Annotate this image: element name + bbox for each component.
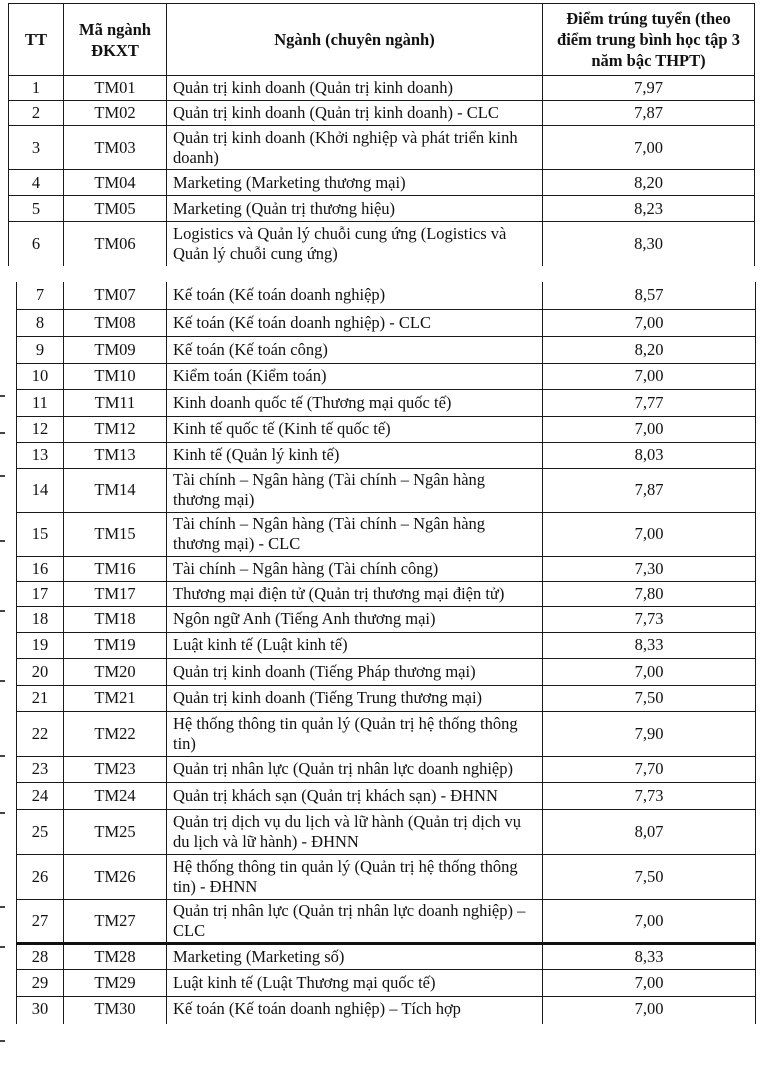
row-major: Kế toán (Kế toán doanh nghiệp) – Tích hợp xyxy=(167,996,543,1025)
table-row xyxy=(17,309,756,336)
row-tt: 11 xyxy=(17,389,64,416)
margin-mark xyxy=(0,1040,5,1042)
row-score: 7,77 xyxy=(543,389,756,416)
row-tt: 4 xyxy=(9,170,64,196)
row-score: 8,20 xyxy=(543,336,756,363)
margin-mark xyxy=(0,395,5,397)
row-major: Tài chính – Ngân hàng (Tài chính – Ngân hàng thương mại) - CLC xyxy=(167,512,543,556)
row-major: Kế toán (Kế toán doanh nghiệp) xyxy=(167,282,543,309)
row-major: Marketing (Quản trị thương hiệu) xyxy=(167,196,543,222)
row-major: Marketing (Marketing số) xyxy=(167,943,543,969)
row-tt: 18 xyxy=(17,606,64,632)
table-row xyxy=(17,581,756,606)
table-row xyxy=(17,782,756,809)
row-major: Quản trị nhân lực (Quản trị nhân lực doanh nghiệp) – CLC xyxy=(167,899,543,943)
header-major-name: Ngành (chuyên ngành) xyxy=(167,4,543,76)
row-major: Quản trị dịch vụ du lịch và lữ hành (Quản trị dịch vụ du lịch và lữ hành) - ĐHNN xyxy=(167,809,543,854)
table-row xyxy=(17,442,756,468)
row-code: TM10 xyxy=(64,363,167,389)
row-code: TM07 xyxy=(64,282,167,309)
row-code: TM05 xyxy=(64,196,167,222)
row-code: TM22 xyxy=(64,711,167,756)
row-tt: 3 xyxy=(9,126,64,170)
admission-scores-table-top xyxy=(8,3,755,266)
table-row xyxy=(17,282,756,309)
row-tt: 15 xyxy=(17,512,64,556)
row-major: Marketing (Marketing thương mại) xyxy=(167,170,543,196)
page-bottom-blank xyxy=(0,1024,774,1068)
row-code: TM16 xyxy=(64,556,167,581)
row-score: 7,00 xyxy=(543,899,756,943)
row-code: TM28 xyxy=(64,943,167,969)
row-score: 8,57 xyxy=(543,282,756,309)
table-row xyxy=(17,416,756,442)
row-tt: 16 xyxy=(17,556,64,581)
row-major: Logistics và Quản lý chuỗi cung ứng (Logistics và Quản lý chuỗi cung ứng) xyxy=(167,222,543,266)
row-code: TM29 xyxy=(64,969,167,996)
row-score: 7,00 xyxy=(543,416,756,442)
margin-mark xyxy=(0,432,5,434)
row-tt: 6 xyxy=(9,222,64,266)
row-major: Quản trị khách sạn (Quản trị khách sạn) - ĐHNN xyxy=(167,782,543,809)
row-code: TM24 xyxy=(64,782,167,809)
row-score: 8,20 xyxy=(543,170,755,196)
header-major-code: Mã ngành ĐKXT xyxy=(64,4,167,76)
row-code: TM14 xyxy=(64,468,167,512)
margin-mark xyxy=(0,946,5,948)
row-major: Quản trị kinh doanh (Tiếng Pháp thương mại) xyxy=(167,658,543,685)
row-code: TM27 xyxy=(64,899,167,943)
row-score: 7,87 xyxy=(543,468,756,512)
row-score: 7,80 xyxy=(543,581,756,606)
table-row xyxy=(17,658,756,685)
row-code: TM25 xyxy=(64,809,167,854)
row-tt: 25 xyxy=(17,809,64,854)
table-row xyxy=(17,632,756,658)
row-major: Ngôn ngữ Anh (Tiếng Anh thương mại) xyxy=(167,606,543,632)
row-tt: 13 xyxy=(17,442,64,468)
table-row xyxy=(9,101,755,126)
row-score: 8,03 xyxy=(543,442,756,468)
row-score: 7,87 xyxy=(543,101,755,126)
row-score: 7,50 xyxy=(543,854,756,899)
row-major: Hệ thống thông tin quản lý (Quản trị hệ thống thông tin) xyxy=(167,711,543,756)
admission-scores-table-bottom xyxy=(16,282,756,1025)
row-code: TM26 xyxy=(64,854,167,899)
table-row xyxy=(17,809,756,854)
row-code: TM15 xyxy=(64,512,167,556)
margin-mark xyxy=(0,906,5,908)
row-score: 7,90 xyxy=(543,711,756,756)
row-tt: 7 xyxy=(17,282,64,309)
row-score: 8,23 xyxy=(543,196,755,222)
row-tt: 20 xyxy=(17,658,64,685)
header-tt: TT xyxy=(9,4,64,76)
row-score: 7,00 xyxy=(543,309,756,336)
row-code: TM13 xyxy=(64,442,167,468)
row-code: TM18 xyxy=(64,606,167,632)
row-code: TM12 xyxy=(64,416,167,442)
row-tt: 14 xyxy=(17,468,64,512)
table-row xyxy=(9,126,755,170)
row-major: Kế toán (Kế toán công) xyxy=(167,336,543,363)
table-row xyxy=(17,996,756,1025)
row-score: 7,00 xyxy=(543,363,756,389)
row-tt: 23 xyxy=(17,756,64,782)
row-major: Quản trị kinh doanh (Khởi nghiệp và phát triển kinh doanh) xyxy=(167,126,543,170)
row-major: Quản trị nhân lực (Quản trị nhân lực doanh nghiệp) xyxy=(167,756,543,782)
row-major: Quản trị kinh doanh (Quản trị kinh doanh) - CLC xyxy=(167,101,543,126)
row-tt: 2 xyxy=(9,101,64,126)
row-score: 7,00 xyxy=(543,512,756,556)
row-major: Kinh doanh quốc tế (Thương mại quốc tế) xyxy=(167,389,543,416)
row-code: TM30 xyxy=(64,996,167,1025)
row-code: TM17 xyxy=(64,581,167,606)
row-major: Luật kinh tế (Luật Thương mại quốc tế) xyxy=(167,969,543,996)
row-code: TM02 xyxy=(64,101,167,126)
row-score: 8,33 xyxy=(543,943,756,969)
row-major: Tài chính – Ngân hàng (Tài chính công) xyxy=(167,556,543,581)
margin-mark xyxy=(0,755,5,757)
table-row xyxy=(17,854,756,899)
margin-mark xyxy=(0,540,5,542)
row-tt: 17 xyxy=(17,581,64,606)
table-row xyxy=(17,556,756,581)
table-row xyxy=(17,756,756,782)
header-score: Điểm trúng tuyển (theo điểm trung bình học tập 3 năm bậc THPT) xyxy=(543,4,755,76)
row-tt: 26 xyxy=(17,854,64,899)
table-row xyxy=(17,899,756,943)
row-major: Quản trị kinh doanh (Tiếng Trung thương mại) xyxy=(167,685,543,711)
row-tt: 28 xyxy=(17,943,64,969)
table-row xyxy=(17,943,756,969)
row-code: TM20 xyxy=(64,658,167,685)
margin-mark xyxy=(0,680,5,682)
row-code: TM23 xyxy=(64,756,167,782)
row-tt: 5 xyxy=(9,196,64,222)
table-row xyxy=(9,222,755,266)
row-code: TM19 xyxy=(64,632,167,658)
row-code: TM11 xyxy=(64,389,167,416)
row-code: TM08 xyxy=(64,309,167,336)
margin-mark xyxy=(0,610,5,612)
row-major: Hệ thống thông tin quản lý (Quản trị hệ thống thông tin) - ĐHNN xyxy=(167,854,543,899)
table-row xyxy=(17,363,756,389)
table-header-row xyxy=(9,4,755,76)
row-major: Quản trị kinh doanh (Quản trị kinh doanh) xyxy=(167,76,543,101)
table-row xyxy=(17,512,756,556)
row-tt: 8 xyxy=(17,309,64,336)
row-score: 7,50 xyxy=(543,685,756,711)
table-row xyxy=(17,685,756,711)
row-major: Kinh tế (Quản lý kinh tế) xyxy=(167,442,543,468)
row-major: Thương mại điện tử (Quản trị thương mại điện tử) xyxy=(167,581,543,606)
row-major: Luật kinh tế (Luật kinh tế) xyxy=(167,632,543,658)
row-tt: 1 xyxy=(9,76,64,101)
row-tt: 27 xyxy=(17,899,64,943)
row-major: Tài chính – Ngân hàng (Tài chính – Ngân hàng thương mại) xyxy=(167,468,543,512)
row-score: 7,00 xyxy=(543,996,756,1025)
row-code: TM01 xyxy=(64,76,167,101)
table-row xyxy=(17,969,756,996)
table-row xyxy=(9,196,755,222)
table-row xyxy=(17,336,756,363)
margin-mark xyxy=(0,812,5,814)
margin-mark xyxy=(0,475,5,477)
row-tt: 29 xyxy=(17,969,64,996)
row-tt: 24 xyxy=(17,782,64,809)
table-row xyxy=(9,170,755,196)
row-code: TM09 xyxy=(64,336,167,363)
table-row xyxy=(17,711,756,756)
row-tt: 12 xyxy=(17,416,64,442)
row-score: 7,00 xyxy=(543,126,755,170)
row-code: TM06 xyxy=(64,222,167,266)
row-score: 8,30 xyxy=(543,222,755,266)
row-tt: 30 xyxy=(17,996,64,1025)
row-score: 7,30 xyxy=(543,556,756,581)
row-major: Kinh tế quốc tế (Kinh tế quốc tế) xyxy=(167,416,543,442)
row-score: 7,70 xyxy=(543,756,756,782)
row-code: TM03 xyxy=(64,126,167,170)
row-major: Kế toán (Kế toán doanh nghiệp) - CLC xyxy=(167,309,543,336)
row-score: 7,97 xyxy=(543,76,755,101)
row-code: TM04 xyxy=(64,170,167,196)
row-score: 7,00 xyxy=(543,658,756,685)
row-score: 7,00 xyxy=(543,969,756,996)
table-row xyxy=(17,606,756,632)
row-tt: 10 xyxy=(17,363,64,389)
row-tt: 22 xyxy=(17,711,64,756)
table-row xyxy=(17,389,756,416)
row-tt: 9 xyxy=(17,336,64,363)
table-row xyxy=(17,468,756,512)
row-tt: 19 xyxy=(17,632,64,658)
row-score: 8,33 xyxy=(543,632,756,658)
row-tt: 21 xyxy=(17,685,64,711)
table-row xyxy=(9,76,755,101)
row-score: 8,07 xyxy=(543,809,756,854)
row-major: Kiểm toán (Kiểm toán) xyxy=(167,363,543,389)
row-score: 7,73 xyxy=(543,606,756,632)
row-code: TM21 xyxy=(64,685,167,711)
row-score: 7,73 xyxy=(543,782,756,809)
